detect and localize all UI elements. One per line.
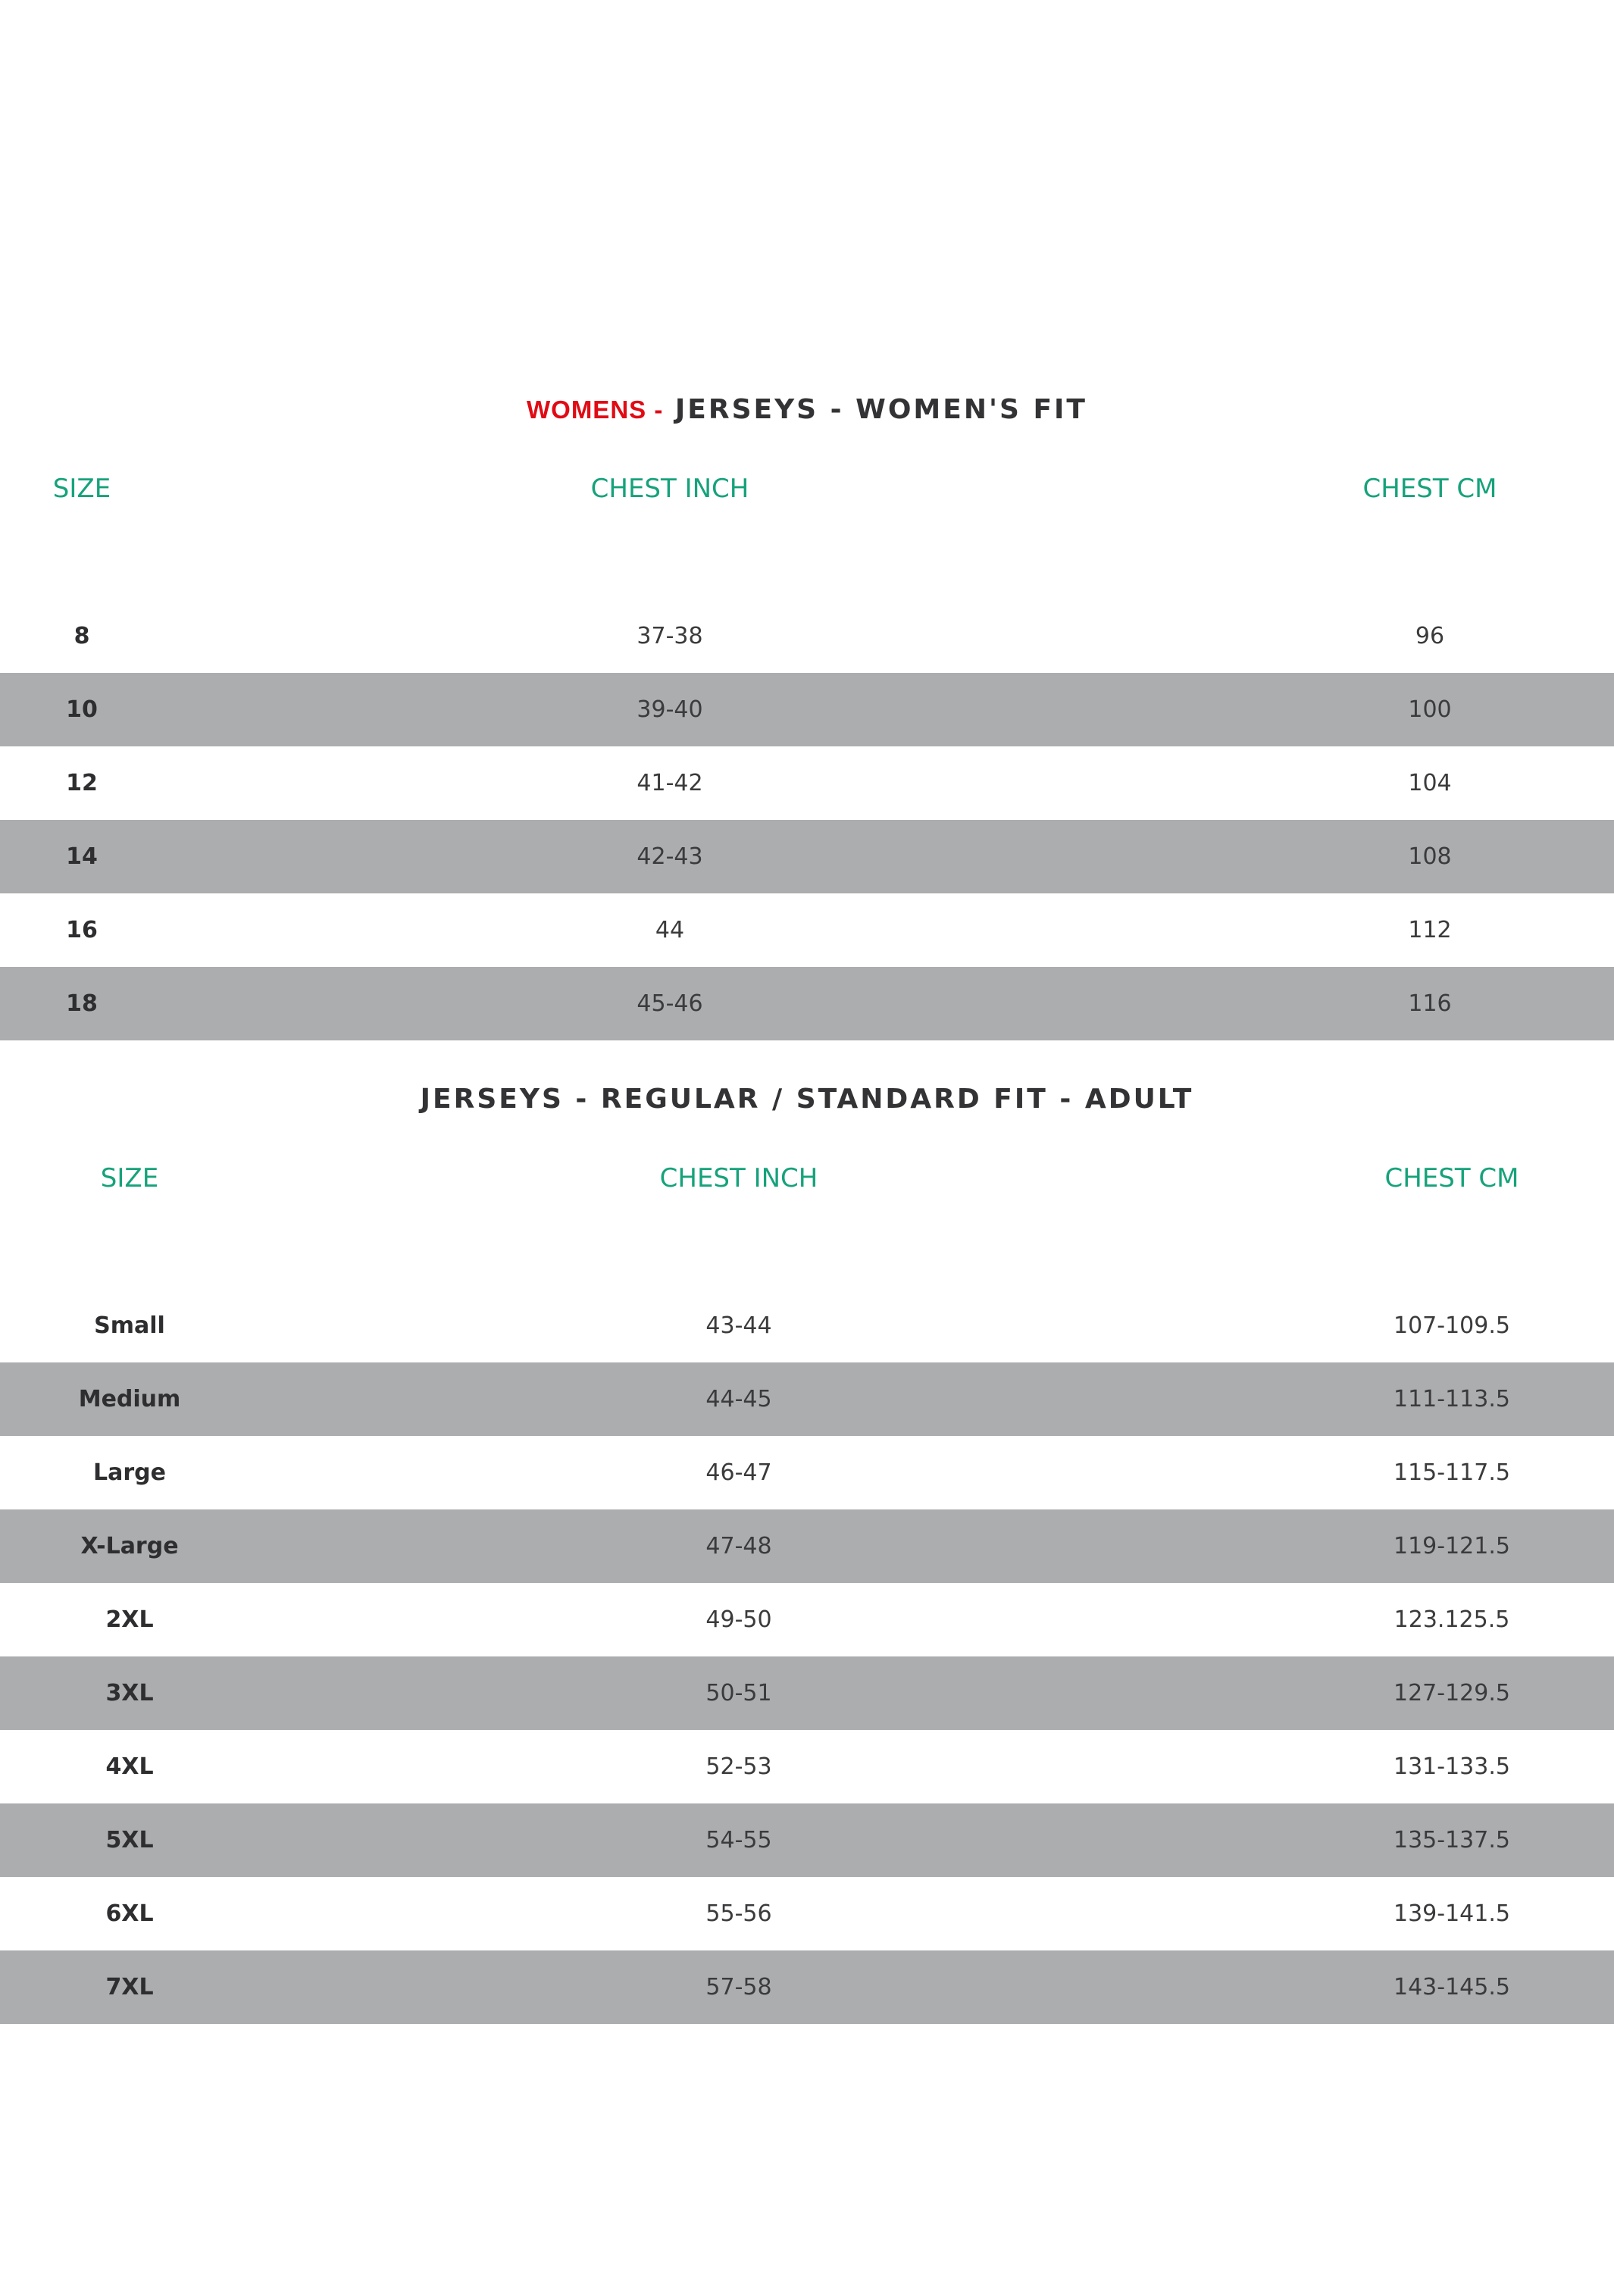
womens-table-row — [0, 746, 1614, 820]
adult-table-row — [0, 1509, 1614, 1583]
adult-cell-chest-cm: 143-145.5 — [1393, 1974, 1510, 2000]
adult-cell-chest-cm: 123.125.5 — [1393, 1606, 1510, 1633]
adult-cell-chest-inch: 52-53 — [705, 1753, 772, 1780]
adult-cell-chest-cm: 139-141.5 — [1393, 1900, 1510, 1927]
adult-cell-chest-cm: 115-117.5 — [1393, 1459, 1510, 1486]
womens-cell-size: 10 — [66, 696, 98, 723]
womens-table-title — [0, 391, 1614, 429]
womens-title-text: JERSEYS - WOMEN'S FIT — [674, 394, 1087, 425]
adult-cell-chest-cm: 119-121.5 — [1393, 1533, 1510, 1559]
womens-header-size: SIZE — [52, 474, 111, 504]
womens-cell-chest-inch: 41-42 — [637, 770, 703, 796]
adult-cell-chest-cm: 127-129.5 — [1393, 1680, 1510, 1706]
womens-header-chest-cm: CHEST CM — [1362, 474, 1497, 504]
womens-cell-size: 8 — [74, 623, 90, 649]
adult-cell-size: Medium — [78, 1386, 181, 1412]
adult-cell-size: 4XL — [105, 1753, 154, 1780]
adult-header-chest-cm: CHEST CM — [1384, 1163, 1519, 1193]
adult-table-row — [0, 1656, 1614, 1730]
adult-cell-size: 6XL — [105, 1900, 154, 1927]
adult-table-title: JERSEYS - REGULAR / STANDARD FIT - ADULT — [420, 1084, 1194, 1115]
adult-header-chest-inch: CHEST INCH — [659, 1163, 818, 1193]
womens-cell-chest-cm: 96 — [1415, 623, 1445, 649]
womens-table-row — [0, 673, 1614, 746]
adult-cell-size: Small — [94, 1312, 165, 1339]
womens-cell-chest-inch: 44 — [655, 917, 685, 943]
womens-cell-chest-cm: 100 — [1408, 696, 1452, 723]
womens-cell-chest-inch: 42-43 — [637, 843, 703, 870]
womens-cell-chest-cm: 104 — [1408, 770, 1452, 796]
womens-table-row — [0, 893, 1614, 967]
adult-cell-chest-inch: 54-55 — [705, 1827, 772, 1853]
adult-table-row — [0, 1362, 1614, 1436]
adult-cell-size: X-Large — [80, 1533, 179, 1559]
adult-cell-chest-inch: 57-58 — [705, 1974, 772, 2000]
adult-cell-size: 7XL — [105, 1974, 154, 2000]
womens-cell-size: 14 — [66, 843, 98, 870]
womens-cell-size: 12 — [66, 770, 98, 796]
adult-header-size: SIZE — [100, 1163, 159, 1193]
adult-cell-chest-inch: 44-45 — [705, 1386, 772, 1412]
adult-cell-chest-cm: 131-133.5 — [1393, 1753, 1510, 1780]
adult-cell-chest-inch: 50-51 — [705, 1680, 772, 1706]
adult-cell-size: 5XL — [105, 1827, 154, 1853]
adult-cell-chest-cm: 111-113.5 — [1393, 1386, 1510, 1412]
womens-table-row — [0, 967, 1614, 1040]
womens-cell-size: 18 — [66, 990, 98, 1017]
adult-cell-chest-inch: 43-44 — [705, 1312, 772, 1339]
adult-cell-chest-inch: 46-47 — [705, 1459, 772, 1486]
adult-table-row — [0, 1950, 1614, 2024]
adult-table-row — [0, 1436, 1614, 1509]
adult-cell-size: Large — [93, 1459, 166, 1486]
womens-cell-chest-inch: 37-38 — [637, 623, 703, 649]
adult-table-row — [0, 1583, 1614, 1656]
adult-cell-chest-inch: 47-48 — [705, 1533, 772, 1559]
womens-header-chest-inch: CHEST INCH — [590, 474, 749, 504]
adult-cell-size: 2XL — [105, 1606, 154, 1633]
adult-cell-chest-cm: 135-137.5 — [1393, 1827, 1510, 1853]
womens-cell-chest-inch: 39-40 — [637, 696, 703, 723]
adult-table-row — [0, 1877, 1614, 1950]
womens-table-row — [0, 599, 1614, 673]
adult-cell-chest-cm: 107-109.5 — [1393, 1312, 1510, 1339]
adult-table-row — [0, 1730, 1614, 1803]
womens-cell-chest-cm: 108 — [1408, 843, 1452, 870]
adult-table-row — [0, 1289, 1614, 1362]
adult-cell-size: 3XL — [105, 1680, 154, 1706]
womens-cell-chest-cm: 116 — [1408, 990, 1452, 1017]
adult-cell-chest-inch: 55-56 — [705, 1900, 772, 1927]
womens-cell-chest-inch: 45-46 — [637, 990, 703, 1017]
womens-cell-size: 16 — [66, 917, 98, 943]
adult-table-row — [0, 1803, 1614, 1877]
womens-table-row — [0, 820, 1614, 893]
womens-title-prefix: WOMENS - — [527, 396, 664, 424]
womens-cell-chest-cm: 112 — [1408, 917, 1452, 943]
adult-cell-chest-inch: 49-50 — [705, 1606, 772, 1633]
